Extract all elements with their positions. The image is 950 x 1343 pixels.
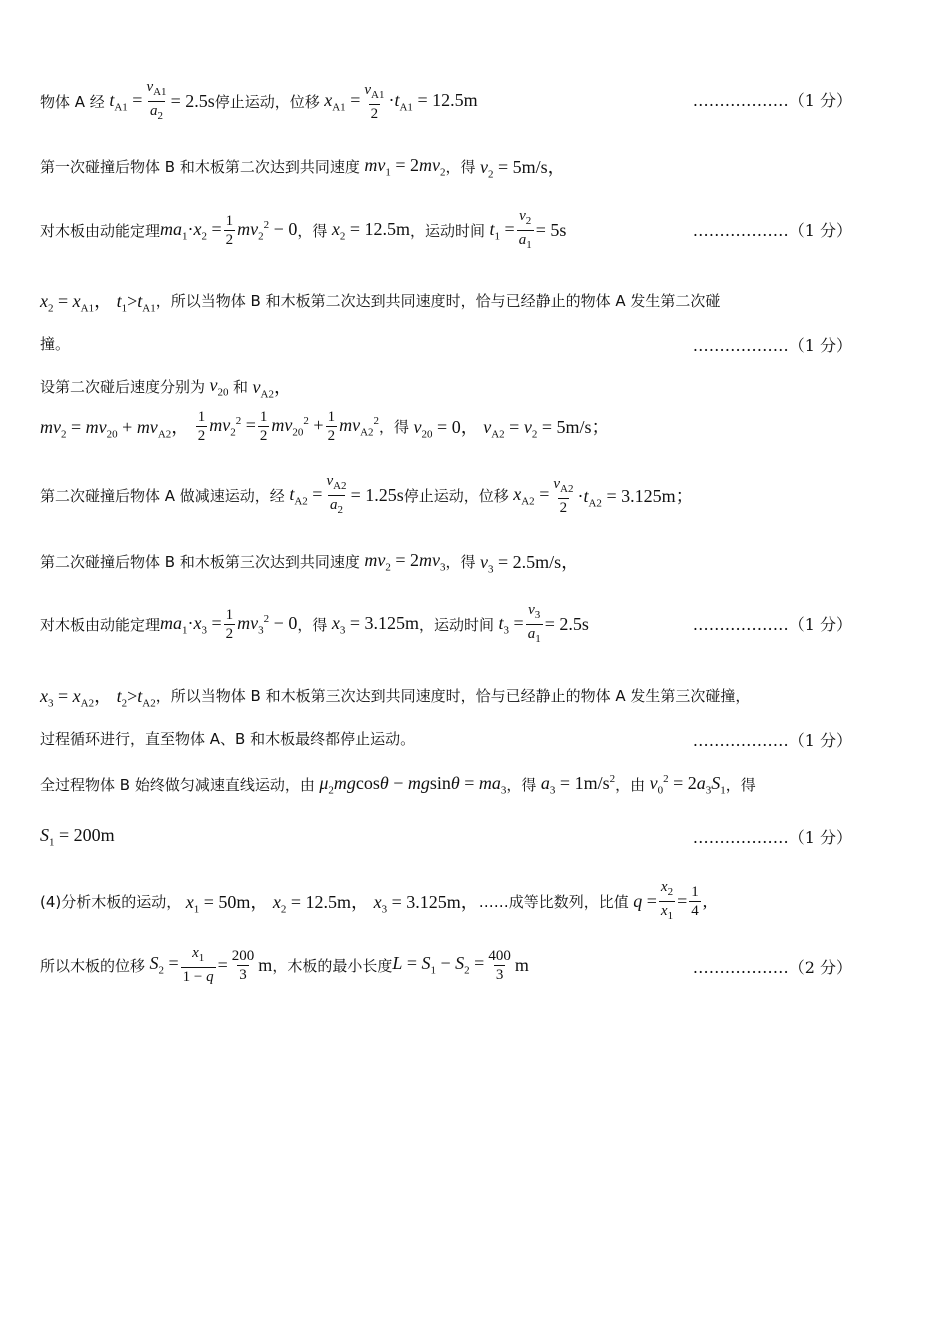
formula: , — [702, 891, 708, 911]
fraction: $\frac{v_{A1}}{2}$ — [364, 81, 385, 122]
score-mark: ………………（1 分） — [692, 615, 852, 634]
solution-line-2 — [40, 153, 566, 181]
fraction: $\frac{x_2}{x_1}$ — [659, 878, 675, 925]
formula: $v_0^2 = 2a_3S_1$ — [649, 773, 726, 797]
text-segment: (4)分析木板的运动， — [40, 893, 182, 911]
formula: $S_2$ = — [149, 953, 179, 977]
formula: $\cdot t_{A2} = 3.125m$； — [577, 485, 694, 510]
text-segment: ，得 — [297, 616, 328, 634]
fraction: $\frac{v_{A1}}{a_2}$ — [144, 78, 168, 125]
text-segment: 物体 A 经 — [40, 93, 105, 111]
formula: $mv_2^2$ = — [209, 414, 256, 439]
formula: = — [677, 891, 688, 911]
text-segment: 对木板由动能定理 — [40, 616, 161, 634]
score-mark: ………………（2 分） — [692, 958, 852, 977]
text-segment: ，由 — [615, 776, 646, 795]
text-segment: 对木板由动能定理 — [40, 222, 161, 240]
formula: $x_{A2}$ = — [513, 483, 550, 508]
text-segment: ，得 — [445, 158, 476, 177]
text-segment: 过程循环进行，直至物体 A、B 和木板最终都停止运动。 — [40, 730, 416, 748]
text-segment: ，所以当物体 B 和木板第二次达到共同速度时，恰与已经静止的物体 A 发生第二次碰 — [155, 292, 721, 311]
fraction: $\frac{v_3}{a_1}$ — [526, 601, 543, 648]
formula: $v_{20}$ — [209, 375, 229, 399]
text-segment: 第一次碰撞后物体 B 和木板第二次达到共同速度 — [40, 158, 360, 177]
formula: $v_3 = 2.5m/s$， — [480, 552, 580, 576]
formula: $t_{A2}$ = — [289, 483, 323, 508]
fraction: $\frac{400}{3}$ — [488, 947, 511, 983]
fraction: $\frac{1}{2}$ — [225, 607, 234, 642]
text-segment: 第二次碰撞后物体 B 和木板第三次达到共同速度 — [40, 553, 360, 572]
score-mark: ………………（1 分） — [692, 731, 852, 750]
formula: = 1.25s — [350, 485, 404, 505]
text-segment: ，所以当物体 B 和木板第三次达到共同速度时，恰与已经静止的物体 A 发生第三次碰撞， — [155, 687, 751, 706]
text-segment: 停止运动，位移 — [403, 487, 509, 505]
fraction: $\frac{x_1}{1 - q}$ — [182, 945, 214, 985]
formula: $L = S_1 - S_2$ = — [392, 953, 485, 977]
formula: $x_1 = 50m$， $x_2 = 12.5m$， $x_3 = 3.125m$， — [185, 891, 479, 916]
solution-line-1 — [40, 78, 478, 125]
formula: $t_1$ = — [489, 218, 515, 243]
score-mark: ………………（1 分） — [692, 336, 852, 355]
formula: $mv_2 = 2mv_3$ — [364, 550, 446, 574]
solution-line-13 — [40, 773, 756, 797]
formula: $v_2 = 5m/s$， — [480, 157, 566, 181]
score-mark: ………………（1 分） — [692, 91, 852, 110]
solution-line-5 — [40, 333, 70, 354]
solution-line-16 — [40, 944, 529, 986]
formula: q = — [633, 891, 657, 911]
formula: $mv_{A2}^2$ — [339, 414, 380, 439]
solution-line-14 — [40, 825, 115, 849]
solution-line-3 — [40, 207, 566, 254]
formula: $mv_2^2 - 0$ — [237, 218, 298, 243]
text-segment: 和 — [233, 378, 249, 397]
text-segment: 所以木板的位移 — [40, 956, 146, 975]
text-segment: ……成等比数列，比值 — [478, 893, 629, 911]
formula: $v_{20} = 0$， $v_{A2} = v_2 = 5m/s$； — [413, 416, 610, 441]
fraction: $\frac{1}{4}$ — [691, 884, 699, 919]
text-segment: ，得 — [506, 776, 537, 795]
formula: m — [514, 954, 529, 975]
solution-line-15 — [40, 878, 707, 925]
text-segment: ，得 — [445, 553, 476, 572]
formula: $mv_3^2 - 0$ — [237, 612, 298, 637]
fraction: $\frac{1}{2}$ — [327, 409, 336, 444]
text-segment: 撞。 — [40, 335, 71, 353]
text-segment: 设第二次碰后速度分别为 — [40, 378, 206, 397]
text-segment: ，得 — [379, 418, 410, 436]
formula: m — [258, 954, 273, 975]
solution-line-11 — [40, 682, 750, 710]
formula: $v_{A2}$， — [252, 377, 292, 401]
text-segment: ，得 — [297, 222, 328, 240]
formula: $x_2 = 12.5m$ — [331, 218, 410, 243]
score-mark: ………………（1 分） — [692, 828, 852, 847]
formula: $mv_{20}^2$ + — [271, 414, 324, 439]
formula: $ma_1\cdot x_3$ = — [160, 612, 222, 637]
text-segment: 第二次碰撞后物体 A 做减速运动，经 — [40, 487, 285, 505]
solution-line-12 — [40, 728, 415, 749]
formula: $mv_1 = 2mv_2$ — [364, 155, 446, 179]
text-segment: ，得 — [725, 776, 756, 795]
fraction: $\frac{1}{2}$ — [225, 213, 234, 248]
solution-line-8 — [40, 472, 694, 519]
text-segment: ，木板的最小长度 — [272, 956, 393, 975]
fraction: $\frac{200}{3}$ — [231, 947, 255, 983]
formula: $t_{A1}$ = — [109, 89, 143, 114]
solution-line-6 — [40, 373, 292, 401]
formula: = — [217, 954, 228, 975]
fraction: $\frac{v_{A2}}{a_2}$ — [324, 472, 348, 519]
formula: $ma_1\cdot x_2$ = — [160, 218, 222, 243]
fraction: $\frac{v_{A2}}{2}$ — [553, 475, 574, 516]
formula: = 2.5s — [170, 91, 215, 111]
formula: $x_{A1}$ = — [324, 89, 361, 114]
text-segment: ，运动时间 — [410, 222, 486, 240]
fraction: $\frac{1}{2}$ — [197, 409, 206, 444]
solution-line-10 — [40, 601, 589, 648]
fraction: $\frac{1}{2}$ — [259, 409, 268, 444]
text-segment: ，运动时间 — [419, 616, 495, 634]
formula: = 2.5s — [544, 614, 589, 634]
formula: $\cdot t_{A1} = 12.5m$ — [388, 89, 478, 114]
formula: $S_1 = 200m$ — [40, 825, 115, 849]
score-mark: ………………（1 分） — [692, 221, 852, 240]
text-segment: 全过程物体 B 始终做匀减速直线运动，由 — [40, 776, 315, 795]
solution-line-4 — [40, 287, 720, 315]
solution-line-9 — [40, 548, 579, 576]
formula: $x_3 = x_{A2}$， $t_2>t_{A2}$ — [40, 686, 156, 710]
formula: $a_3 = 1m/s^2$ — [540, 773, 616, 797]
formula: $t_3$ = — [498, 612, 524, 637]
fraction: $\frac{v_2}{a_1}$ — [517, 207, 534, 254]
formula: = 5s — [535, 220, 567, 240]
text-segment: 停止运动，位移 — [214, 93, 320, 111]
formula: $mv_2 = mv_{20} + mv_{A2}$， — [40, 416, 194, 441]
formula: $\mu_2mgcos\theta - mgsin\theta = ma_3$ — [319, 773, 507, 797]
formula: $x_3 = 3.125m$ — [331, 612, 419, 637]
solution-line-7 — [40, 408, 609, 445]
formula: $x_2 = x_{A1}$， $t_1>t_{A1}$ — [40, 291, 156, 315]
